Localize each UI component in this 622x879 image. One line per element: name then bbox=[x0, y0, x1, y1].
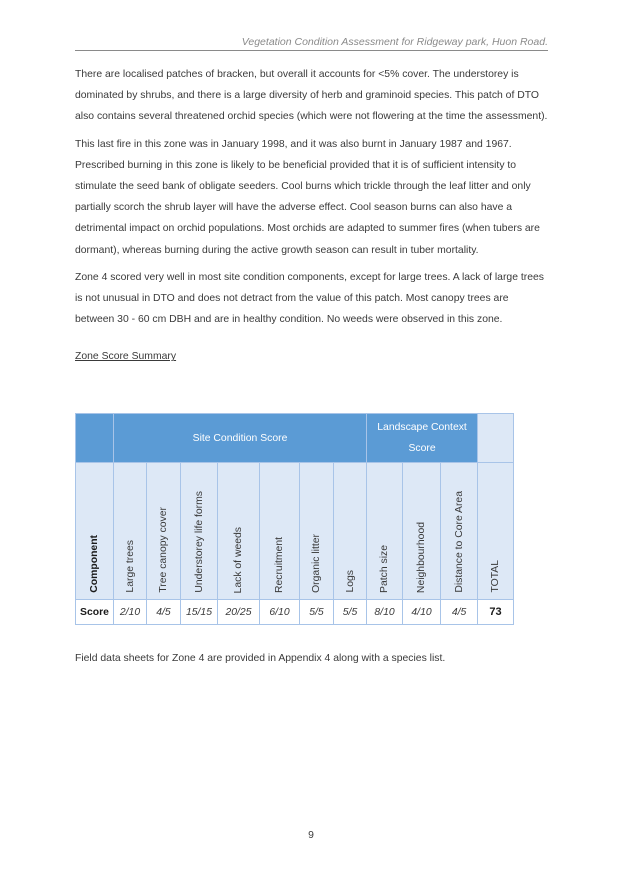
score-organic-litter: 5/5 bbox=[300, 600, 334, 625]
score-tree-canopy-cover: 4/5 bbox=[147, 600, 181, 625]
group-header-total-empty bbox=[478, 414, 514, 463]
page-number: 9 bbox=[308, 830, 314, 841]
table-group-header-row bbox=[76, 414, 514, 463]
score-distance-to-core-area: 4/5 bbox=[441, 600, 478, 625]
zone-score-table bbox=[75, 413, 514, 625]
score-recruitment: 6/10 bbox=[260, 600, 300, 625]
column-header-distance-to-core-area: Distance to Core Area bbox=[441, 463, 478, 600]
column-header-neighbourhood: Neighbourhood bbox=[403, 463, 441, 600]
appendix-note: Field data sheets for Zone 4 are provided in Appendix 4 along with a species list. bbox=[75, 653, 446, 664]
column-header-tree-canopy-cover: Tree canopy cover bbox=[147, 463, 181, 600]
score-row-label: Score bbox=[76, 600, 114, 625]
score-patch-size: 8/10 bbox=[367, 600, 403, 625]
column-header-component: Component bbox=[76, 463, 114, 600]
group-site-condition: Site Condition Score bbox=[114, 414, 367, 463]
column-header-large-trees: Large trees bbox=[114, 463, 147, 600]
table-column-header-row bbox=[76, 463, 514, 600]
column-header-lack-of-weeds: Lack of weeds bbox=[218, 463, 260, 600]
column-header-organic-litter: Organic litter bbox=[300, 463, 334, 600]
table-score-row bbox=[76, 600, 514, 625]
group-header-empty bbox=[76, 414, 114, 463]
group-landscape-context: Landscape Context Score bbox=[367, 414, 478, 463]
column-header-logs: Logs bbox=[334, 463, 367, 600]
column-header-understorey-life-forms: Understorey life forms bbox=[181, 463, 218, 600]
column-header-patch-size: Patch size bbox=[367, 463, 403, 600]
column-header-recruitment: Recruitment bbox=[260, 463, 300, 600]
column-header-total: TOTAL bbox=[478, 463, 514, 600]
running-header: Vegetation Condition Assessment for Ridgeway park, Huon Road. bbox=[75, 36, 548, 51]
paragraph-3: Zone 4 scored very well in most site condition components, except for large trees. A lack of large trees is not unusual in DTO and does not detract from the value of this patch. Most canopy trees are between 30 - 60 cm DBH and are in healthy condition. No weeds were observed in this zone. bbox=[75, 271, 544, 326]
paragraph-1: There are localised patches of bracken, but overall it accounts for <5% cover. The understorey is dominated by shrubs, and there is a large diversity of herb and graminoid species. This patch of DTO also contains several threatened orchid species (which were not flowering at the time the assessment). bbox=[75, 69, 548, 123]
score-lack-of-weeds: 20/25 bbox=[218, 600, 260, 625]
body-content bbox=[75, 64, 548, 364]
paragraph-2: This last fire in this zone was in January 1998, and it was also burnt in January 1987 and 1967. Prescribed burning in this zone is likely to be beneficial provided that it is of sufficient intensity to stimulate the seed bank of obligate seeders. Cool burns which trickle through the leaf litter and only partially scorch the shrub layer will have the adverse effect. Cool season burns can also have a detrimental impact on orchid populations. Most orchids are adapted to summer fires (when tubers are dormant), whereas burning during the active growth season can result in tuber mortality. bbox=[75, 138, 540, 256]
score-large-trees: 2/10 bbox=[114, 600, 147, 625]
section-title: Zone Score Summary bbox=[75, 351, 177, 363]
score-understorey-life-forms: 15/15 bbox=[181, 600, 218, 625]
score-neighbourhood: 4/10 bbox=[403, 600, 441, 625]
score-total: 73 bbox=[478, 600, 514, 625]
score-logs: 5/5 bbox=[334, 600, 367, 625]
